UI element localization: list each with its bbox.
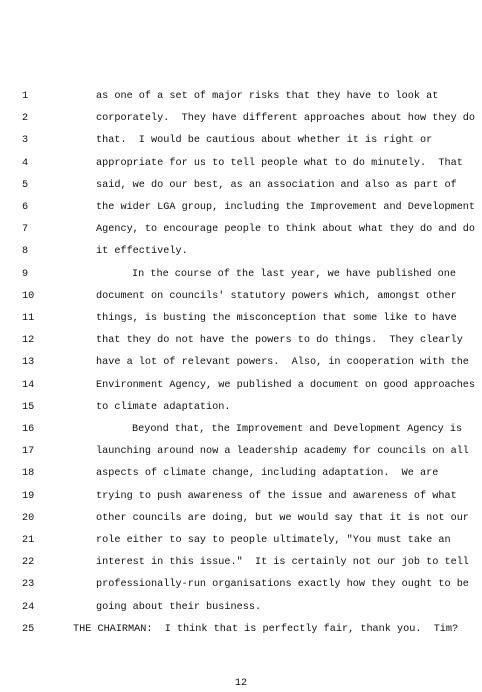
line-number: 20 [22, 512, 35, 524]
line-text: other councils are doing, but we would say that it is not our [96, 512, 469, 524]
line-number: 4 [22, 157, 29, 169]
line-number: 6 [22, 202, 29, 213]
transcript-line [0, 241, 482, 263]
line-number: 8 [22, 246, 29, 258]
transcript-line [0, 286, 482, 308]
transcript-line [0, 153, 482, 175]
line-text: that. I would be cautious about whether it is right or [96, 135, 433, 147]
line-number: 10 [22, 290, 35, 302]
line-number: 11 [22, 313, 35, 324]
line-number: 5 [22, 179, 29, 191]
transcript-line [0, 375, 482, 397]
line-number: 19 [22, 490, 35, 502]
transcript-line [0, 397, 482, 419]
transcript-line [0, 486, 482, 508]
line-text: interest in this issue." It is certainly not our job to tell [96, 557, 469, 569]
transcript-line [0, 552, 482, 574]
transcript-line [0, 352, 482, 374]
line-text: role either to say to people ultimately, "You must take an [96, 535, 451, 546]
line-text: THE CHAIRMAN: I think that is perfectly fair, thank you. Tim? [73, 623, 459, 635]
line-text: as one of a set of major risks that they have to look at [96, 91, 439, 102]
page-number: 12 [234, 678, 248, 689]
transcript-line [0, 419, 482, 441]
line-number: 1 [22, 91, 29, 102]
line-text: aspects of climate change, including adaptation. We are [96, 468, 439, 480]
line-text: it effectively. [96, 246, 188, 258]
transcript-line [0, 175, 482, 197]
line-text: trying to push awareness of the issue and awareness of what [96, 490, 457, 502]
transcript-line [0, 264, 482, 286]
line-text: to climate adaptation. [96, 401, 231, 413]
line-text: launching around now a leadership academy for councils on all [96, 446, 469, 458]
line-text: Agency, to encourage people to think about what they do and do [96, 224, 476, 236]
transcript-line [0, 330, 482, 352]
line-number: 7 [22, 224, 29, 236]
transcript-line [0, 86, 482, 108]
line-number: 21 [22, 535, 35, 546]
line-number: 22 [22, 557, 35, 569]
line-text: In the course of the last year, we have published one [132, 268, 457, 280]
line-text: appropriate for us to tell people what to do minutely. That [96, 157, 463, 169]
transcript-line [0, 130, 482, 152]
line-text: things, is busting the misconception that some like to have [96, 313, 457, 324]
line-text: document on councils' statutory powers which, amongst other [96, 290, 457, 302]
transcript-line [0, 308, 482, 330]
line-text: going about their business. [96, 601, 262, 613]
line-text: that they do not have the powers to do things. They clearly [96, 335, 463, 347]
transcript-line [0, 574, 482, 596]
line-text: the wider LGA group, including the Improvement and Development [96, 202, 476, 213]
transcript-line [0, 463, 482, 485]
line-text: Beyond that, the Improvement and Development Agency is [132, 424, 463, 435]
line-text: corporately. They have different approaches about how they do [96, 113, 476, 125]
line-number: 16 [22, 424, 35, 435]
transcript-line [0, 219, 482, 241]
line-number: 12 [22, 335, 35, 347]
transcript-line [0, 597, 482, 619]
transcript-line [0, 108, 482, 130]
line-number: 15 [22, 401, 35, 413]
transcript-line [0, 197, 482, 219]
line-text: have a lot of relevant powers. Also, in cooperation with the [96, 357, 469, 369]
transcript-line [0, 619, 482, 641]
transcript-line [0, 441, 482, 463]
line-number: 13 [22, 357, 35, 369]
line-number: 23 [22, 579, 35, 591]
line-text: said, we do our best, as an association and also as part of [96, 179, 457, 191]
line-number: 3 [22, 135, 29, 147]
transcript-line [0, 530, 482, 552]
line-text: Environment Agency, we published a document on good approaches [96, 379, 476, 391]
line-number: 18 [22, 468, 35, 480]
transcript-line [0, 508, 482, 530]
line-number: 2 [22, 113, 29, 125]
line-number: 14 [22, 379, 35, 391]
line-number: 25 [22, 623, 35, 635]
line-number: 9 [22, 268, 29, 280]
line-number: 24 [22, 601, 35, 613]
line-number: 17 [22, 446, 35, 458]
line-text: professionally-run organisations exactly how they ought to be [96, 579, 469, 591]
